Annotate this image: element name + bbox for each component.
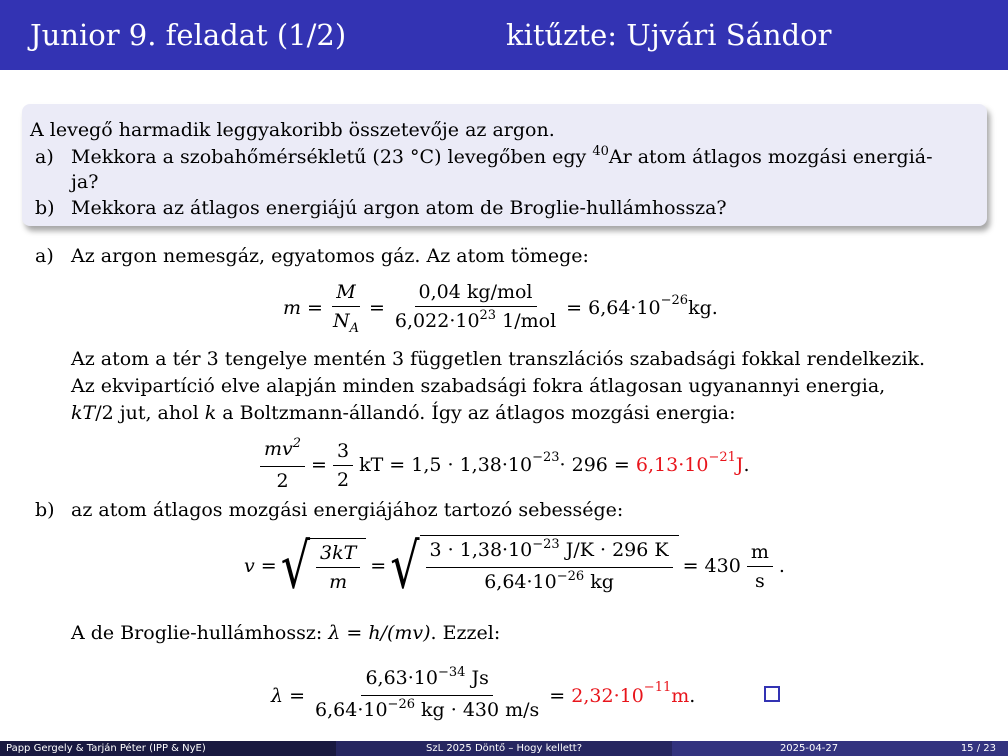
text-run: a Boltzmann-állandó. Így az átlagos mozgási energia: <box>216 402 736 424</box>
de-broglie-paragraph <box>71 620 500 647</box>
de-broglie-formula: λ = h/(mv) <box>328 622 431 644</box>
isotope-mass: 40 <box>592 144 609 159</box>
problem-intro: A levegő harmadik leggyakoribb összetevője az argon. <box>30 119 555 141</box>
qed-square-icon <box>764 686 780 702</box>
denominator <box>480 568 618 597</box>
fraction <box>316 541 360 594</box>
period: . <box>689 684 696 707</box>
numerator <box>426 538 673 568</box>
numerator <box>361 666 492 696</box>
wavelength-result-unit: m <box>671 684 690 707</box>
problem-b-text: Mekkora az átlagos energiájú argon atom de Broglie-hullámhossza? <box>71 197 727 219</box>
item-label: b) <box>35 197 55 219</box>
den-main: 6,64·10 <box>315 699 388 721</box>
paragraph-line <box>71 400 925 427</box>
footer-authors: Papp Gergely & Tarján Péter (IPP & NyE) <box>0 741 336 756</box>
num-main: 3 · 1,38·10 <box>429 539 533 561</box>
energy-result: 6,13·10 <box>635 454 709 476</box>
num-sup: −34 <box>437 665 466 680</box>
slide-footer <box>0 741 1008 756</box>
radicand <box>310 538 366 594</box>
energy-result-unit: J <box>735 454 744 476</box>
denominator <box>311 696 543 725</box>
problem-a-text-cont: Ar atom átlagos mozgási energiá- <box>608 146 933 168</box>
mass-equation <box>283 280 718 336</box>
radicand <box>420 535 679 597</box>
radical-sign: √ <box>390 529 420 603</box>
fraction <box>260 437 305 493</box>
fraction <box>311 666 543 725</box>
middle-exp: −23 <box>532 449 560 465</box>
denominator: 2 <box>336 468 350 491</box>
slide-title: Junior 9. feladat (1/2) <box>30 18 347 52</box>
text-run: A de Broglie-hullámhossz: <box>71 622 329 644</box>
problem-item-a <box>35 144 933 173</box>
den-sup: −26 <box>387 697 415 712</box>
wavelength-equation <box>271 666 695 725</box>
solution-a-text: Az argon nemesgáz, egyatomos gáz. Az atom tömege: <box>71 245 589 267</box>
velocity-equation <box>244 529 785 603</box>
eq-middle: kT = 1,5 · 1,38·10 <box>359 454 533 476</box>
footer-event: SzL 2025 Döntő – Hogy kellett? <box>336 741 672 756</box>
denominator: s <box>754 569 765 592</box>
item-label: a) <box>35 245 54 267</box>
den-sup: 23 <box>479 308 497 323</box>
text-run: . Ezzel: <box>430 622 501 644</box>
num-main: 6,63·10 <box>365 667 438 689</box>
footer-right <box>672 741 1008 756</box>
den-sup: −26 <box>556 569 585 584</box>
wavelength-result-exp: −11 <box>643 680 672 695</box>
numerator: 0,04 kg/mol <box>415 280 537 307</box>
den-unit: kg <box>584 571 614 593</box>
fraction <box>329 280 363 336</box>
den-main: 6,64·10 <box>484 571 557 593</box>
numerator: 3kT <box>316 541 360 568</box>
den-main: N <box>332 310 350 332</box>
eq-result: = 6,64·10 <box>566 297 661 319</box>
radical-sign: √ <box>280 529 311 603</box>
num-main: mv <box>264 438 293 460</box>
text-run: /2 jut, ahol <box>95 402 205 424</box>
numerator: M <box>332 280 359 307</box>
equals-sign: = <box>311 454 327 476</box>
square-root <box>280 529 367 603</box>
math-kT: kT <box>71 402 96 424</box>
problem-a-text: Mekkora a szobahőmérsékletű (23 °C) levegőben egy <box>71 146 593 168</box>
eq-lhs: v = <box>244 555 277 577</box>
footer-date: 2025-04-27 <box>779 743 839 754</box>
math-k: k <box>204 402 217 424</box>
denominator <box>391 307 560 336</box>
slide-header <box>0 0 1008 70</box>
footer-page-number: 15 / 23 <box>960 743 996 754</box>
velocity-result: = 430 <box>682 555 741 577</box>
den-sub: A <box>349 321 359 336</box>
equals-sign: = <box>370 555 387 577</box>
square-root <box>390 529 678 603</box>
equipartition-paragraph <box>71 346 925 427</box>
result-unit: kg. <box>688 297 718 319</box>
num-unit: Js <box>465 667 489 689</box>
denominator: 2 <box>276 470 289 492</box>
eq-middle-tail: · 296 = <box>559 454 630 476</box>
den-unit: kg · 430 m/s <box>414 699 540 721</box>
fraction <box>426 538 673 597</box>
fraction <box>391 280 560 336</box>
numerator <box>260 437 305 467</box>
denominator: m <box>329 571 348 593</box>
item-label: b) <box>35 499 55 521</box>
wavelength-result: 2,32·10 <box>571 684 644 707</box>
equals-sign: = <box>369 297 385 319</box>
paragraph-line: Az ekvipartíció elve alapján minden szabadsági fokra átlagosan ugyanannyi energia, <box>71 375 886 397</box>
den-unit: 1/mol <box>496 310 557 332</box>
den-main: 6,022·10 <box>394 310 480 332</box>
energy-equation <box>254 437 750 493</box>
problem-item-b <box>35 195 727 222</box>
equals-sign: = <box>549 684 566 707</box>
solution-a-intro <box>35 243 589 270</box>
eq-lhs: λ = <box>271 684 306 707</box>
num-tail: J/K · 296 K <box>559 539 669 561</box>
result-exp: −26 <box>660 292 689 308</box>
denominator <box>329 307 363 336</box>
paragraph-line: Az atom a tér 3 tengelye mentén 3 független transzlációs szabadsági fokkal rendelkezik. <box>71 348 926 370</box>
unit-fraction <box>747 540 773 593</box>
numerator: m <box>747 540 773 567</box>
energy-result-exp: −21 <box>708 449 736 465</box>
solution-b-intro <box>35 497 623 524</box>
problem-box <box>22 104 987 226</box>
numerator: 3 <box>333 439 353 466</box>
problem-a-wrap: ja? <box>71 171 99 193</box>
solution-b-text: az atom átlagos mozgási energiájához tartozó sebessége: <box>71 499 624 521</box>
period: . <box>778 555 785 577</box>
num-sup: −23 <box>532 537 560 552</box>
fraction <box>333 439 353 492</box>
item-label: a) <box>35 146 54 168</box>
period: . <box>743 454 750 476</box>
num-sup: 2 <box>292 436 302 451</box>
eq-lhs: m = <box>283 297 323 319</box>
slide-author: kitűzte: Ujvári Sándor <box>506 18 832 52</box>
